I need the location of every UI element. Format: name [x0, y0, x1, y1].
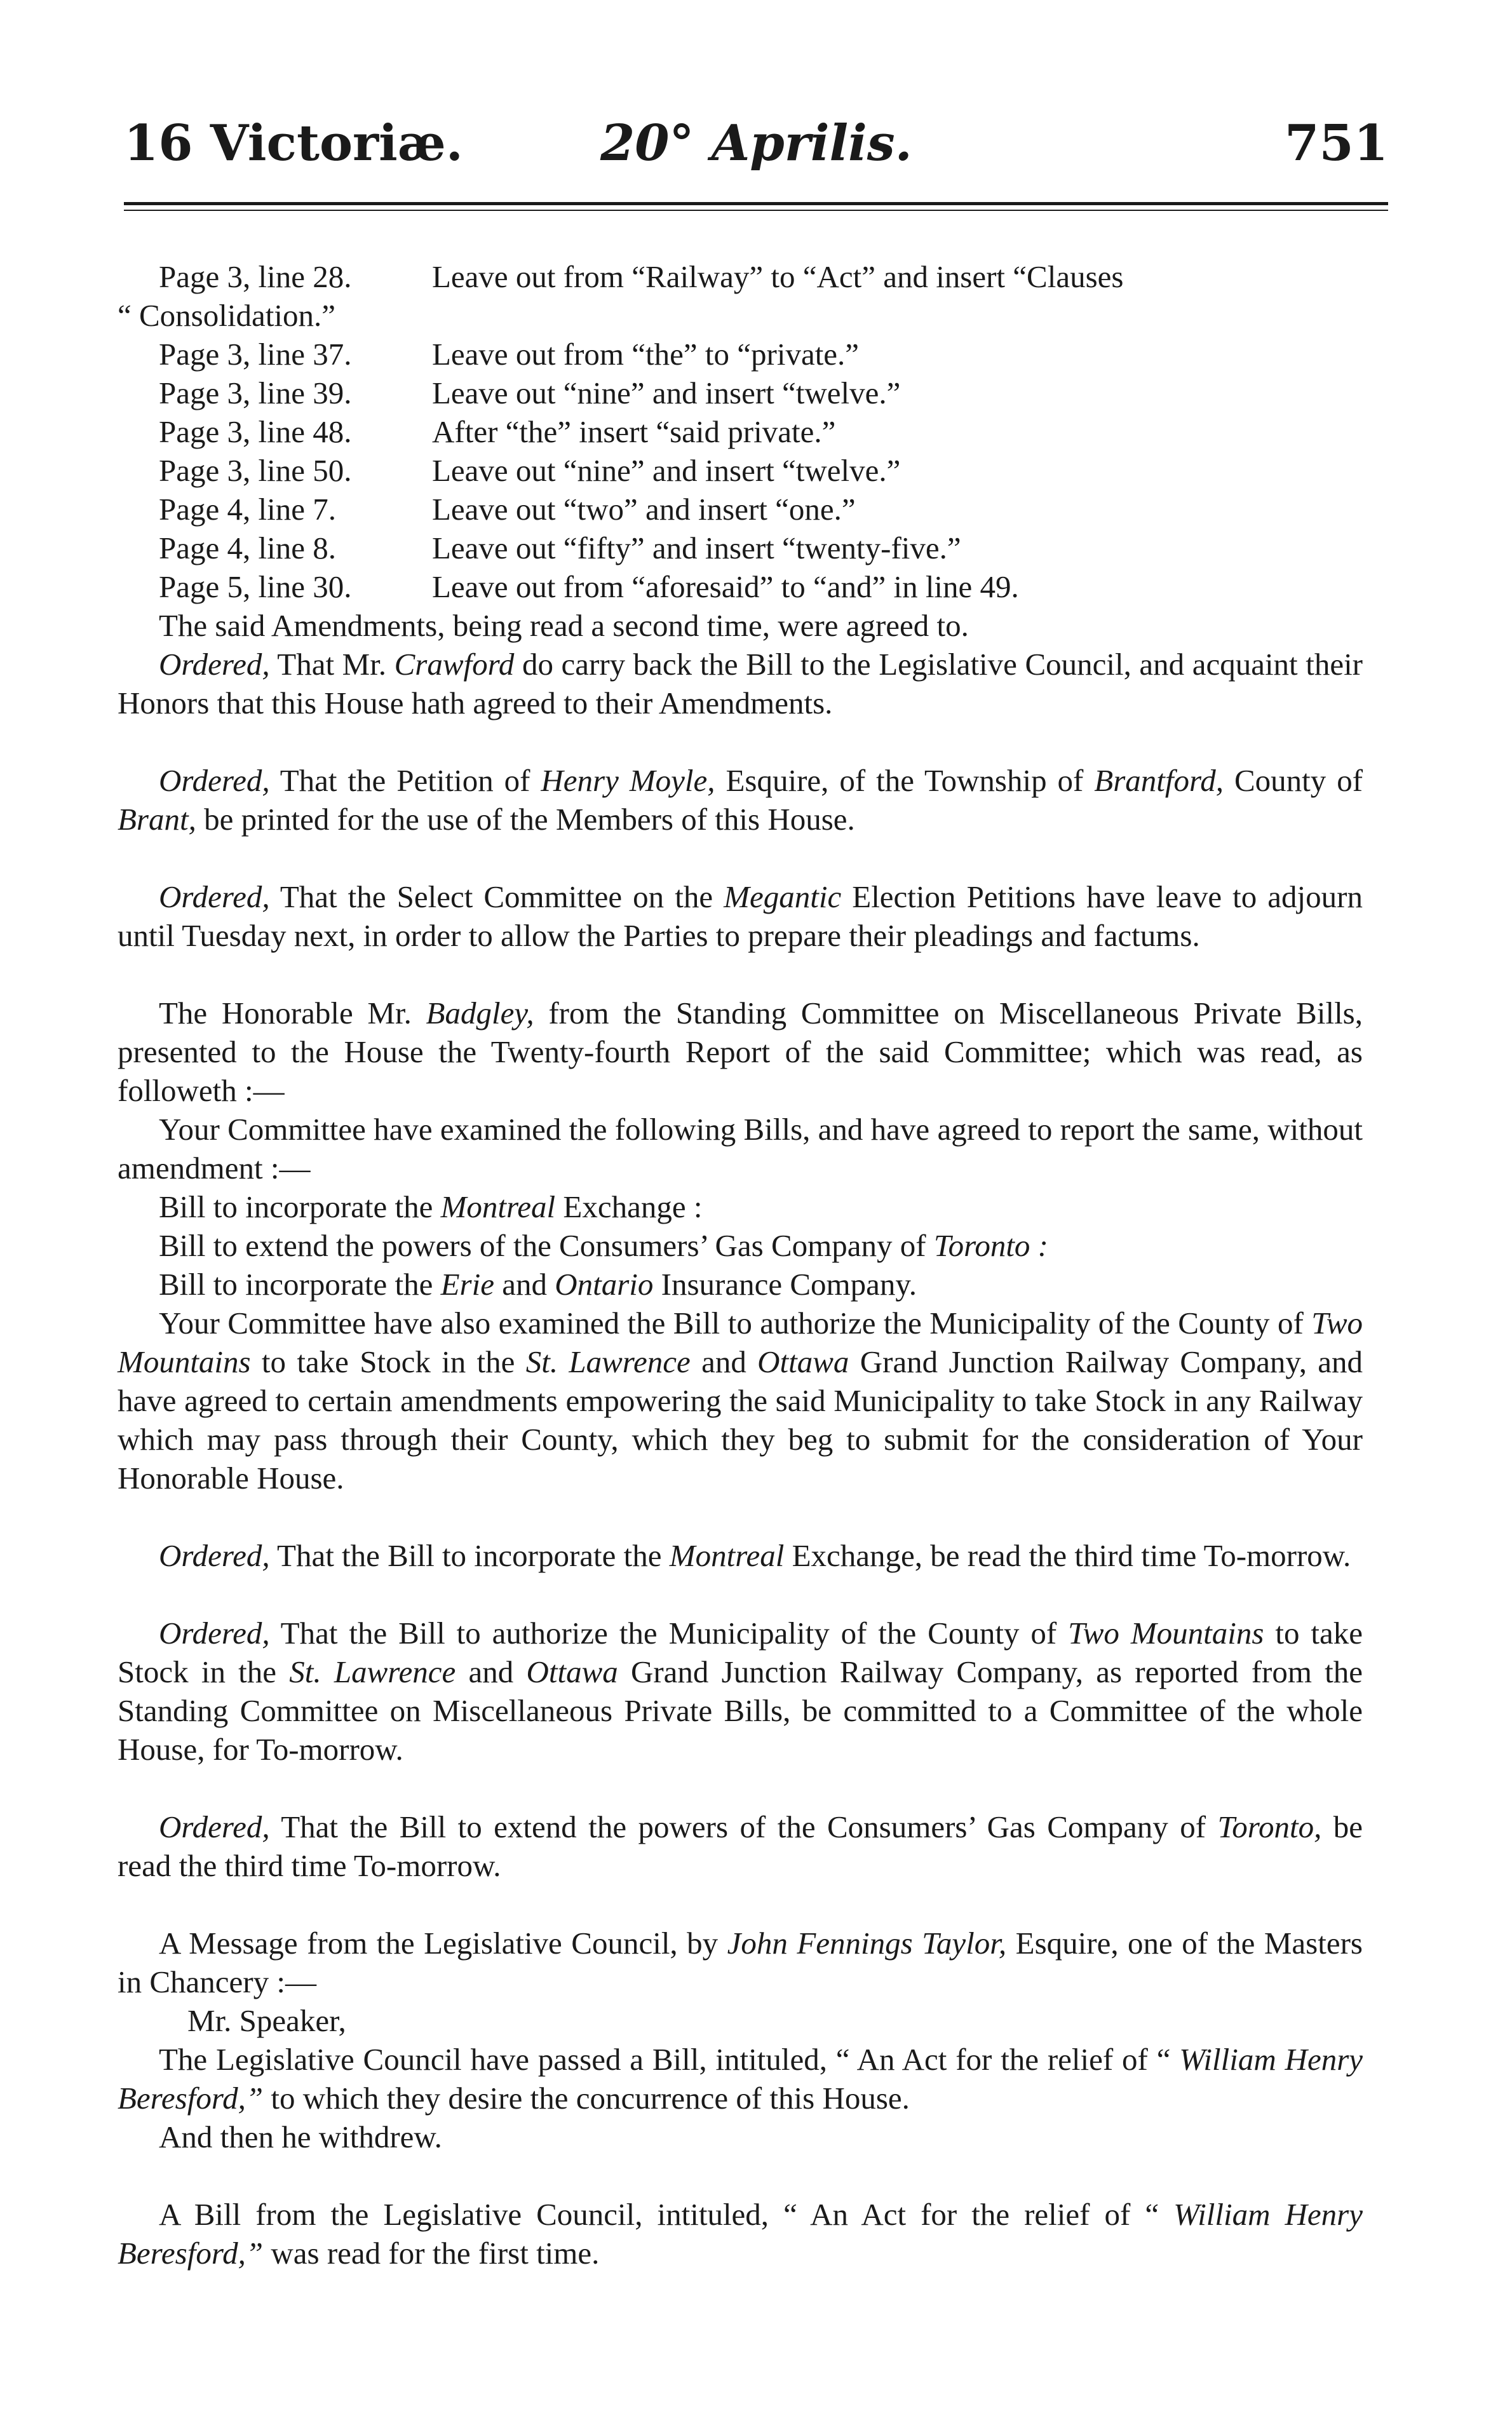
paragraph-first-reading: A Bill from the Legislative Council, intituled, “ An Act for the relief of “ William Henry Beresford,” was read for the first time.: [118, 2197, 1363, 2271]
paragraph-message: A Message from the Legislative Council, by John Fennings Taylor, Esquire, one of the Masters in Chancery :—: [118, 1926, 1363, 1999]
amendment-row: Page 3, line 50. Leave out “nine” and insert “twelve.”: [159, 453, 901, 488]
message-body: The Legislative Council have passed a Bill, intituled, “ An Act for the relief of “ William Henry Beresford,” to which they desire the concurrence of this House.: [118, 2042, 1363, 2116]
paragraph-megantic-committee: Ordered, That the Select Committee on the Megantic Election Petitions have leave to adjourn until Tuesday next, in order to allow the Parties to prepare their pleadings and factums.: [118, 879, 1363, 953]
report-intro: Your Committee have examined the following Bills, and have agreed to report the same, without amendment :—: [118, 1112, 1363, 1185]
amendment-row: Page 3, line 37. Leave out from “the” to “private.”: [159, 337, 860, 372]
paragraph-ordered-gas: Ordered, That the Bill to extend the powers of the Consumers’ Gas Company of Toronto, be read the third time To-morrow.: [118, 1809, 1363, 1883]
paragraph-ordered-montreal: Ordered, That the Bill to incorporate the Montreal Exchange, be read the third time To-morrow.: [159, 1538, 1351, 1573]
journal-body: [118, 257, 1363, 2273]
header-date: 20° Aprilis.: [600, 114, 912, 172]
paragraph-amendments-agreed: The said Amendments, being read a second time, were agreed to.: [159, 608, 969, 643]
paragraph-ordered-two-mountains: Ordered, That the Bill to authorize the Municipality of the County of Two Mountains to take Stock in the St. Lawrence and Ottawa Grand Junction Railway Company, as reported from the Standing Committee on Miscellaneous Private Bills, be committed to a Committee of the whole House, for To-morrow.: [118, 1616, 1363, 1767]
paragraph-ordered-crawford: Ordered, That Mr. Crawford do carry back the Bill to the Legislative Council, and acquaint their Honors that this House hath agreed to their Amendments.: [118, 647, 1363, 720]
message-withdrew: And then he withdrew.: [159, 2119, 442, 2154]
header-regnal-year: 16 Victoriæ.: [124, 114, 463, 172]
amendment-row: “ Consolidation.”: [118, 298, 335, 333]
amendments-list: [118, 257, 1363, 606]
report-bill-insurance: Bill to incorporate the Erie and Ontario Insurance Company.: [159, 1267, 917, 1302]
report-two-mountains: Your Committee have also examined the Bill to authorize the Municipality of the County of Two Mountains to take Stock in the St. Lawrence and Ottawa Grand Junction Railway Company, and have agreed to certain amendments empowering the said Municipality to take Stock in any Railway which may pass through their County, which they beg to submit for the consideration of Your Honorable House.: [118, 1306, 1363, 1496]
amendment-row: Page 3, line 48. After “the” insert “said private.”: [159, 414, 836, 449]
speaker-salutation: Mr. Speaker,: [187, 2003, 346, 2038]
amendment-row: Page 3, line 39. Leave out “nine” and insert “twelve.”: [159, 375, 901, 410]
report-bill-montreal: Bill to incorporate the Montreal Exchange :: [159, 1189, 703, 1224]
paragraph-badgley-report: The Honorable Mr. Badgley, from the Standing Committee on Miscellaneous Private Bills, presented to the House the Twenty-fourth Report of the said Committee; which was read, as followeth :—: [118, 996, 1363, 1108]
paragraph-petition-moyle: Ordered, That the Petition of Henry Moyle, Esquire, of the Township of Brantford, County of Brant, be printed for the use of the Members of this House.: [118, 763, 1363, 837]
amendment-row: Page 4, line 7. Leave out “two” and insert “one.”: [159, 492, 856, 527]
running-header: [124, 114, 1388, 184]
amendment-row: Page 3, line 28. Leave out from “Railway” to “Act” and insert “Clauses: [159, 259, 1124, 294]
page-number: 751: [1285, 114, 1388, 172]
header-rule-thin: [124, 210, 1388, 211]
header-rule-thick: [124, 202, 1388, 205]
amendment-row: Page 4, line 8. Leave out “fifty” and insert “twenty-five.”: [159, 530, 961, 565]
amendment-row: Page 5, line 30. Leave out from “aforesaid” to “and” in line 49.: [159, 569, 1019, 604]
report-bill-gas: Bill to extend the powers of the Consumers’ Gas Company of Toronto :: [159, 1228, 1048, 1263]
